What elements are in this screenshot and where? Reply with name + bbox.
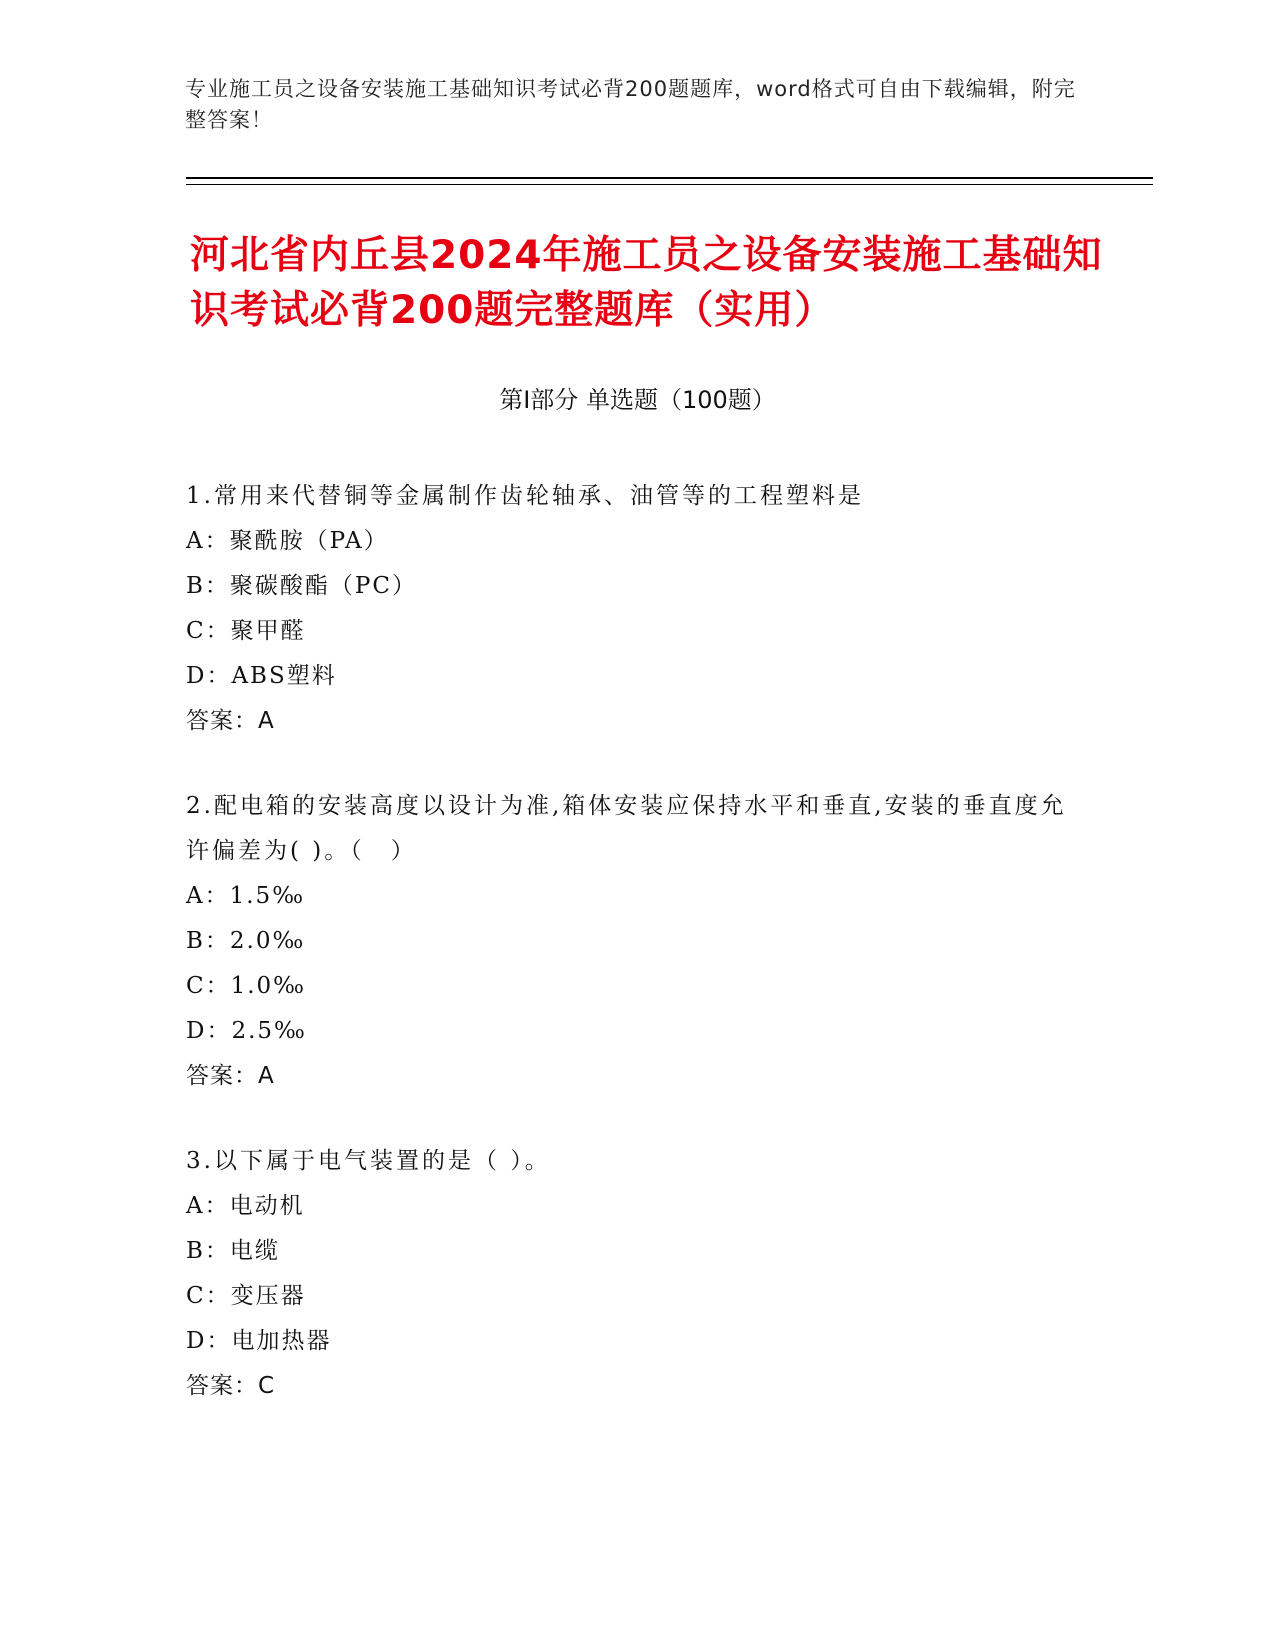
question-stem: 3.以下属于电气装置的是（ ）。 bbox=[186, 1148, 551, 1174]
question-3 bbox=[186, 1139, 1086, 1409]
question-stem: 1.常用来代替铜等金属制作齿轮轴承、油管等的工程塑料是 bbox=[186, 483, 864, 509]
header-divider-thick bbox=[186, 177, 1153, 179]
section-title: 第I部分 单选题（100题） bbox=[499, 386, 776, 414]
option-d: D：ABS塑料 bbox=[186, 663, 337, 689]
option-b: B：电缆 bbox=[186, 1238, 280, 1264]
option-b: B：聚碳酸酯（PC） bbox=[186, 573, 417, 599]
answer: 答案：A bbox=[186, 708, 275, 734]
answer: 答案：A bbox=[186, 1063, 275, 1089]
option-c: C：聚甲醛 bbox=[186, 618, 306, 644]
option-a: A：聚酰胺（PA） bbox=[186, 528, 389, 554]
document-title: 河北省内丘县2024年施工员之设备安装施工基础知识考试必背200题完整题库（实用） bbox=[190, 233, 1103, 333]
header-divider-thin bbox=[186, 184, 1153, 185]
question-2 bbox=[186, 784, 1086, 1099]
option-a: A：电动机 bbox=[186, 1193, 305, 1219]
option-c: C：1.0‰ bbox=[186, 973, 307, 999]
answer: 答案：C bbox=[186, 1373, 276, 1399]
header-note: 专业施工员之设备安装施工基础知识考试必背200题题库，word格式可自由下载编辑，附完整答案！ bbox=[185, 77, 1076, 132]
option-c: C：变压器 bbox=[186, 1283, 306, 1309]
question-1 bbox=[186, 474, 1086, 744]
question-stem: 2.配电箱的安装高度以设计为准,箱体安装应保持水平和垂直,安装的垂直度允许偏差为( )。（ ） bbox=[186, 793, 1067, 864]
option-a: A：1.5‰ bbox=[186, 883, 306, 909]
option-d: D：电加热器 bbox=[186, 1328, 332, 1354]
option-d: D：2.5‰ bbox=[186, 1018, 307, 1044]
option-b: B：2.0‰ bbox=[186, 928, 306, 954]
question-list bbox=[186, 474, 1086, 1449]
